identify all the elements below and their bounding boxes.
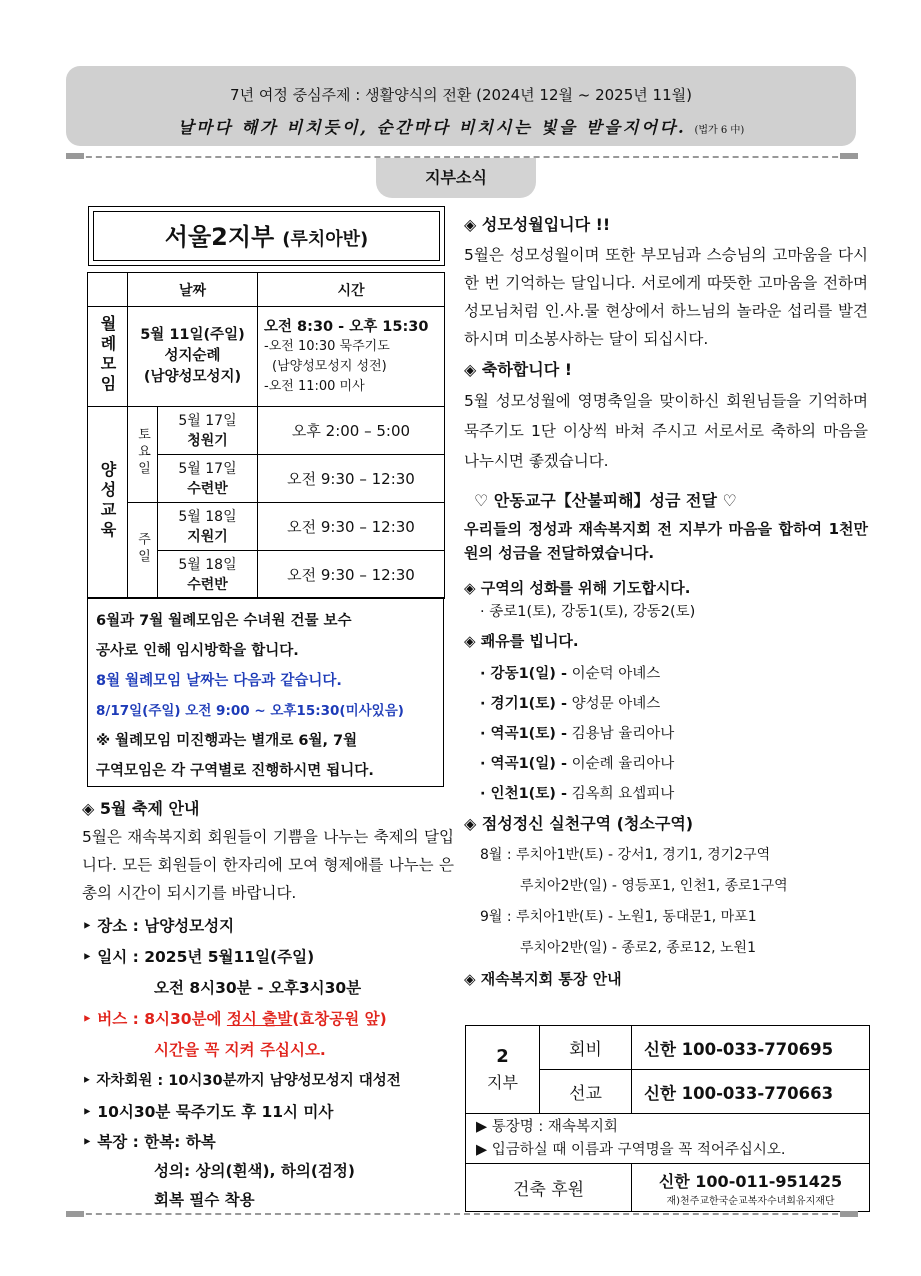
training-time: 오전 9:30 – 12:30 (258, 551, 445, 599)
training-date-text: 5월 17일 (178, 412, 237, 429)
divider-cap-left (66, 1211, 84, 1217)
healing-name: 이순덕 아녜스 (571, 666, 661, 682)
sunday-cell (128, 503, 158, 599)
monthly-time-line: (남양성모성지 성전) (272, 358, 387, 374)
sunday-label: 주일 (135, 531, 150, 566)
training-name: 수련반 (187, 480, 228, 497)
theme-line (66, 84, 856, 105)
monthly-date-line: 5월 11일(주일) (140, 327, 245, 343)
account-table (465, 1025, 870, 1212)
account-number: 신한 100-033-770695 (632, 1026, 870, 1070)
healing-title: ◈ 쾌유를 빕니다. (464, 632, 579, 650)
training-name: 청원기 (187, 432, 228, 449)
training-label: 양성교육 (98, 460, 117, 541)
header-date: 날짜 (128, 273, 258, 307)
prayer-title: ◈ 구역의 성화를 위해 기도합시다. (464, 579, 691, 597)
notice-box (87, 597, 444, 787)
theme-period: (2024년 12월 ~ 2025년 11월) (476, 86, 692, 104)
monthly-time-line: -오전 11:00 미사 (264, 378, 365, 394)
notice-date-blue: 8/17일(주일) 오전 9:00 ~ 오후15:30(미사있음) (96, 703, 404, 719)
account-note: ▶ 입금하실 때 이름과 구역명을 꼭 적어주십시오. (476, 1141, 786, 1158)
training-time: 오후 2:00 – 5:00 (258, 407, 445, 455)
schedule-corner (88, 273, 128, 307)
divider-cap-right (840, 153, 858, 159)
notice-line: 공사로 인해 임시방학을 합니다. (96, 643, 299, 659)
healing-name: 양성문 아녜스 (571, 696, 661, 712)
festival-bus-note: 시간을 꼭 지켜 주십시오. (154, 1041, 326, 1059)
training-time: 오전 9:30 – 12:30 (258, 503, 445, 551)
building-account: 신한 100-011-951425 (658, 1171, 843, 1191)
schedule-table (87, 272, 445, 599)
divider-cap-right (840, 1211, 858, 1217)
training-name: 수련반 (187, 576, 228, 593)
festival-time: 오전 8시30분 - 오후3시30분 (154, 979, 362, 997)
theme-prefix: 7년 여정 중심주제 : (230, 86, 366, 104)
saturday-label: 토요일 (135, 427, 150, 478)
divider-cap-left (66, 153, 84, 159)
training-date (158, 455, 258, 503)
account-branch (466, 1026, 540, 1114)
account-notes (466, 1114, 870, 1164)
monthly-row (88, 307, 445, 407)
training-date (158, 503, 258, 551)
training-row (88, 503, 445, 551)
healing-item (480, 719, 868, 749)
section-tab: 지부소식 (376, 158, 536, 198)
healing-area: · 인천1(토) - (480, 786, 567, 802)
saturday-cell (128, 407, 158, 503)
branch-title-box (88, 206, 445, 266)
clean-list (464, 840, 868, 964)
mary-title: ◈ 성모성월입니다 !! (464, 215, 611, 234)
account-title: ◈ 재속복지회 통장 안내 (464, 970, 622, 988)
notice-line: 구역모임은 각 구역별로 진행하시면 됩니다. (96, 763, 374, 779)
healing-item (480, 659, 868, 689)
training-row (88, 407, 445, 455)
healing-name: 김옥희 요셉피나 (571, 786, 675, 802)
monthly-label-cell (88, 307, 128, 407)
healing-area: · 역곡1(일) - (480, 756, 567, 772)
healing-item (480, 749, 868, 779)
prayer-body: · 종로1(토), 강동1(토), 강동2(토) (480, 604, 696, 620)
congrats-body: 5월 성모성월에 영명축일을 맞이하신 회원님들을 기억하며 묵주기도 1단 이상씩 바쳐 주시고 서로서로 축하의 마음을 나누시면 좋겠습니다. (464, 392, 868, 470)
header-time: 시간 (258, 273, 445, 307)
bus-prefix: ‣ 버스 : 8시30분에 (82, 1010, 227, 1028)
festival-dress-3: 회복 필수 착용 (154, 1191, 255, 1209)
branch-number: 2 (496, 1045, 509, 1067)
training-name: 지원기 (187, 528, 228, 545)
account-number: 신한 100-033-770663 (632, 1070, 870, 1114)
theme-banner (66, 66, 856, 146)
festival-mass: ‣ 10시30분 묵주기도 후 11시 미사 (82, 1103, 334, 1121)
festival-place: ‣ 장소 : 남양성모성지 (82, 917, 235, 935)
bus-suffix: (효창공원 앞) (292, 1010, 387, 1028)
festival-section (82, 796, 454, 1215)
monthly-date-line: 성지순례 (164, 348, 221, 364)
mary-body: 5월은 성모성월이며 또한 부모님과 스승님의 고마움을 다시 한 번 기억하는 달입니다. 서로에게 따뜻한 고마움을 전하며 성모님처럼 인.사.물 현상에서 하느님의 놀라운 섭리를 발견하시며 미소봉사하는 달이 되십시다. (464, 246, 868, 348)
training-date-text: 5월 18일 (178, 556, 237, 573)
building-row (466, 1164, 870, 1212)
festival-dress-2: 성의: 상의(흰색), 하의(검정) (154, 1162, 355, 1180)
training-time: 오전 9:30 – 12:30 (258, 455, 445, 503)
notice-line: ※ 월례모임 미진행과는 별개로 6월, 7월 (96, 733, 358, 749)
healing-item (480, 689, 868, 719)
festival-bus (82, 1004, 454, 1035)
monthly-time-main: 오전 8:30 - 오후 15:30 (264, 318, 429, 335)
training-label-cell (88, 407, 128, 599)
branch-label: 지부 (487, 1072, 518, 1092)
right-column (464, 212, 868, 989)
scripture-ref: (법가 6 中) (694, 125, 745, 136)
healing-area: · 강동1(일) - (480, 666, 567, 682)
training-date-text: 5월 17일 (178, 460, 237, 477)
training-date (158, 551, 258, 599)
andong-title: ♡ 안동교구【산불피해】성금 전달 ♡ (474, 491, 737, 510)
monthly-label: 월례모임 (98, 314, 117, 395)
branch-title-inner (93, 211, 440, 261)
healing-list (464, 659, 868, 809)
healing-area: · 경기1(토) - (480, 696, 567, 712)
scripture-text: 날마다 해가 비치듯이, 순간마다 비치시는 빛을 받을지어다. (177, 118, 687, 137)
festival-title: ◈ 5월 축제 안내 (82, 799, 200, 818)
training-date-text: 5월 18일 (178, 508, 237, 525)
building-org: 재)천주교한국순교복자수녀회유지재단 (666, 1195, 835, 1207)
theme-title: 생활양식의 전환 (365, 86, 472, 104)
branch-subtitle: (루치아반) (282, 229, 369, 250)
account-notes-row (466, 1114, 870, 1164)
healing-area: · 역곡1(토) - (480, 726, 567, 742)
scripture-line (66, 114, 856, 138)
monthly-date (128, 307, 258, 407)
building-account-cell (632, 1164, 870, 1212)
building-label: 건축 후원 (466, 1164, 632, 1212)
festival-car: ‣ 자차회원 : 10시30분까지 남양성모성지 대성전 (82, 1073, 401, 1089)
account-row (466, 1026, 870, 1070)
bottom-divider (66, 1213, 858, 1217)
healing-name: 이순례 율리아나 (571, 756, 675, 772)
clean-row: 9월 : 루치아1반(토) - 노원1, 동대문1, 마포1 (480, 909, 757, 925)
monthly-time (258, 307, 445, 407)
account-note: ▶ 통장명 : 재속복지회 (476, 1118, 618, 1135)
clean-row: 8월 : 루치아1반(토) - 강서1, 경기1, 경기2구역 (480, 847, 771, 863)
monthly-date-line: (남양성모성지) (143, 369, 242, 385)
account-label: 회비 (540, 1026, 632, 1070)
account-label: 선교 (540, 1070, 632, 1114)
bus-underline: 정시 출발 (226, 1010, 293, 1028)
healing-item (480, 779, 868, 809)
congrats-title: ◈ 축하합니다 ! (464, 360, 573, 379)
training-date (158, 407, 258, 455)
festival-body: 5월은 재속복지회 회원들이 기쁨을 나누는 축제의 달입니다. 모든 회원들이 한자리에 모여 형제애를 나누는 은총의 시간이 되시기를 바랍니다. (82, 828, 454, 902)
notice-line: 6월과 7월 월례모임은 수녀원 건물 보수 (96, 613, 352, 629)
festival-date: ‣ 일시 : 2025년 5월11일(주일) (82, 948, 315, 966)
notice-line-blue: 8월 월례모임 날짜는 다음과 같습니다. (96, 673, 342, 689)
schedule-header-row (88, 273, 445, 307)
clean-row: 루치아2반(일) - 영등포1, 인천1, 종로1구역 (520, 878, 788, 894)
festival-dress: ‣ 복장 : 한복: 하복 (82, 1133, 216, 1151)
monthly-time-line: -오전 10:30 묵주기도 (264, 338, 390, 354)
branch-title: 서울2지부 (164, 223, 275, 251)
andong-body: 우리들의 정성과 재속복지회 전 지부가 마음을 합하여 1천만원의 성금을 전달하였습니다. (464, 520, 868, 562)
clean-title: ◈ 점성정신 실천구역 (청소구역) (464, 814, 694, 833)
clean-row: 루치아2반(일) - 종로2, 종로12, 노원1 (520, 940, 756, 956)
healing-name: 김용남 율리아나 (571, 726, 675, 742)
